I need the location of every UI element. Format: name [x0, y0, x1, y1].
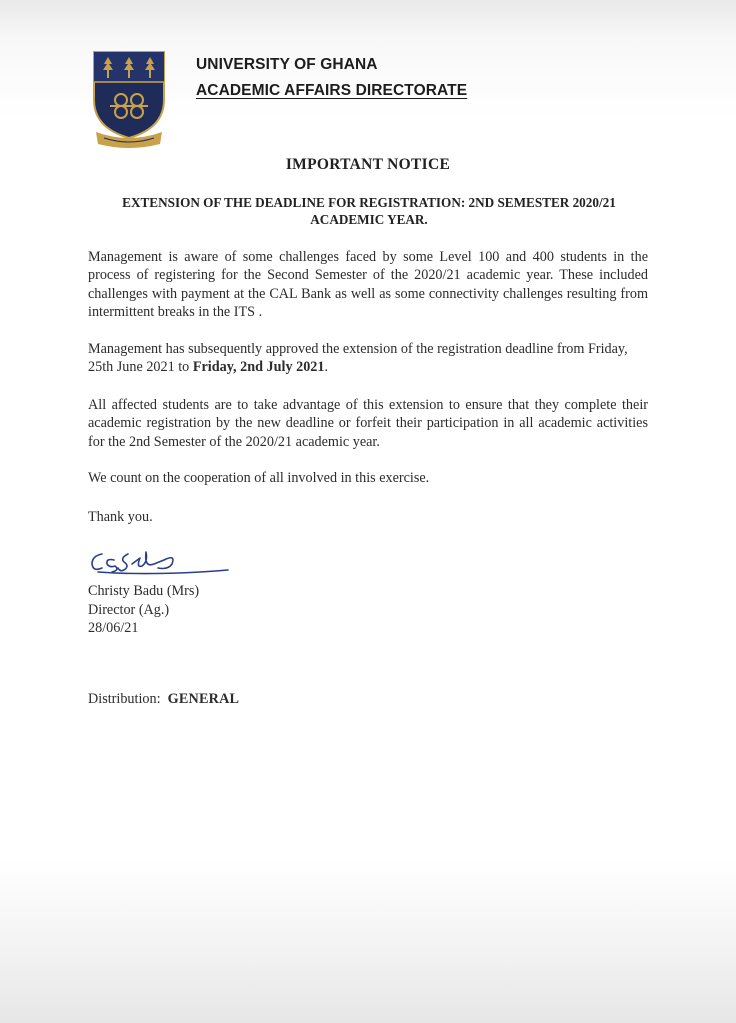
signatory-name: Christy Badu (Mrs) — [88, 583, 200, 599]
letterhead — [196, 52, 467, 104]
signatory-title: Director (Ag.) — [88, 601, 170, 618]
notice-date: 28/06/21 — [88, 620, 139, 637]
subject-line-2: ACADEMIC YEAR. — [310, 212, 428, 227]
university-name: UNIVERSITY OF GHANA — [196, 56, 378, 73]
signatory-block — [88, 582, 199, 638]
distribution-value: GENERAL — [167, 691, 240, 707]
notice-title: IMPORTANT NOTICE — [285, 156, 451, 173]
paragraph-thanks: Thank you. — [88, 509, 153, 525]
distribution-line — [88, 691, 239, 708]
extension-end: . — [324, 359, 329, 376]
paragraph-challenges: Management is aware of some challenges faced by some Level 100 and 400 students in the process of registering for the Second Semester of the 2020/21 academic year. These included challenges with payment at the CAL Bank as well as some connectivity challenges resulting from intermittent breaks in the ITS . — [88, 249, 648, 321]
subject-line-1: EXTENSION OF THE DEADLINE FOR REGISTRATION: 2ND SEMESTER 2020/21 — [122, 195, 616, 210]
handwritten-signature — [84, 540, 234, 580]
directorate-name: ACADEMIC AFFAIRS DIRECTORATE — [196, 82, 468, 99]
paragraph-instructions: All affected students are to take advantage of this extension to ensure that they complete their academic registration by the new deadline or forfeit their participation in all academic activities for the 2nd Semester of the 2020/21 academic year. — [88, 397, 648, 450]
paragraph-cooperation: We count on the cooperation of all involved in this exercise. — [88, 470, 430, 486]
new-deadline: Friday, 2nd July 2021 — [192, 359, 325, 376]
distribution-label: Distribution: — [88, 691, 161, 707]
extension-text: Management has subsequently approved the extension of the registration deadline from Friday, 25th June 2021 to — [88, 341, 628, 376]
university-crest-logo — [90, 48, 168, 148]
notice-subject — [88, 194, 650, 228]
paragraph-extension — [88, 340, 648, 377]
